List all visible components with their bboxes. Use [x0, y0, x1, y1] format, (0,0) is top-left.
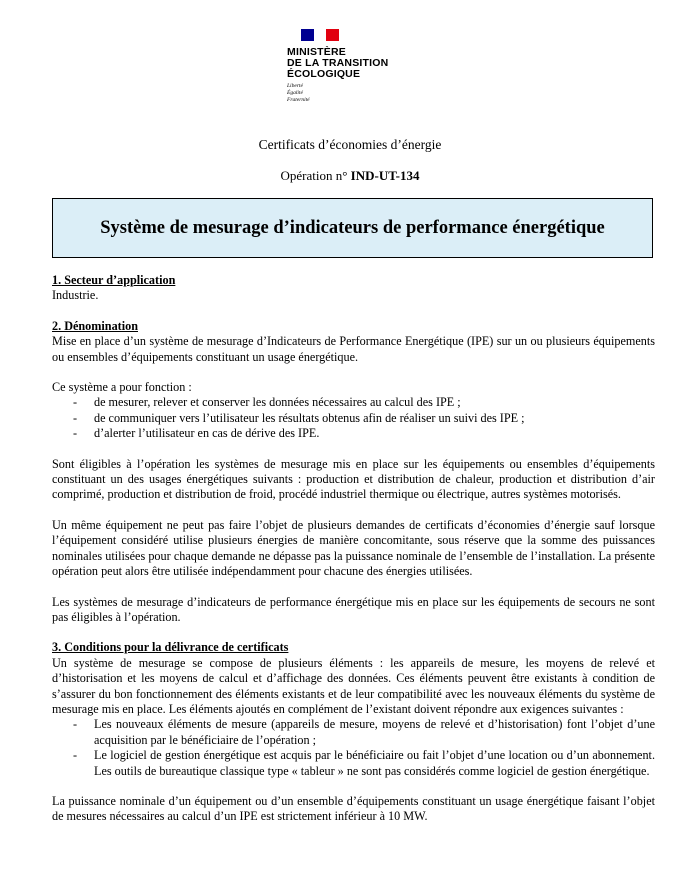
document-body — [52, 273, 655, 825]
operation-prefix: Opération n° — [280, 168, 351, 183]
list-item: - Le logiciel de gestion énergétique est acquis par le bénéficiaire ou fait l’objet d’une location ou d’un abonnement. Les outils de bureautique classique type « tableur » ne sont pas considérés comme logiciel de gestion énergétique. — [52, 748, 655, 779]
flag-blue-stripe — [301, 29, 314, 41]
list-item: - Les nouveaux éléments de mesure (appareils de mesure, moyens de relevé et d’historisation) font l’objet d’une acquisition par le bénéficiaire de l’opération ; — [52, 717, 655, 748]
section-3-paragraph-1: Un système de mesurage se compose de plusieurs éléments : les appareils de mesure, les moyens de relevé et d’historisation et les moyens de calcul et d’affichage des données. Ces éléments peuvent être existants à condition de s’assurer du bon fonctionnement des éléments existants et de leur compatibilité avec les nouveaux éléments du système de mesurage mis en place. Les éléments ajoutés en complément de l’existant doivent répondre aux exigences suivantes : — [52, 655, 655, 716]
ministry-logo — [287, 29, 437, 104]
list-item: - de mesurer, relever et conserver les données nécessaires au calcul des IPE ; — [52, 395, 655, 410]
section-2-heading: 2. Dénomination — [52, 318, 138, 333]
section-1-text: Industrie. — [52, 288, 99, 303]
section-3-paragraph-2: La puissance nominale d’un équipement ou d’un ensemble d’équipements constituant un usage énergétique faisant l’objet de mesures nécessaires au calcul d’un IPE est strictement inférieur à 10 MW. — [52, 793, 655, 824]
french-flag-icon — [301, 29, 339, 41]
flag-red-stripe — [326, 29, 339, 41]
motto-liberte: Liberté — [287, 83, 303, 89]
motto-fraternite: Fraternité — [287, 97, 310, 103]
flag-white-stripe — [314, 29, 327, 41]
requirements-list — [52, 717, 655, 779]
republic-motto — [287, 83, 437, 104]
section-2-paragraph-5: Les systèmes de mesurage d’indicateurs de performance énergétique mis en place sur les équipements de secours ne sont pas éligibles à l’opération. — [52, 594, 655, 624]
list-item: - de communiquer vers l’utilisateur les résultats obtenus afin de réaliser un suivi des IPE ; — [52, 411, 655, 426]
list-item: - d’alerter l’utilisateur en cas de dérive des IPE. — [52, 426, 655, 441]
section-1-heading: 1. Secteur d’application — [52, 273, 176, 287]
document-title: Système de mesurage d’indicateurs de performance énergétique — [100, 217, 605, 238]
section-2-paragraph-2: Ce système a pour fonction : — [52, 380, 192, 395]
logo-line-2: DE LA TRANSITION — [287, 57, 389, 69]
logo-line-1: MINISTÈRE — [287, 46, 346, 58]
operation-code: IND-UT-134 — [350, 168, 420, 183]
logo-line-3: ÉCOLOGIQUE — [287, 68, 361, 80]
motto-egalite: Égalité — [287, 90, 303, 96]
operation-number — [0, 168, 700, 184]
section-3-heading: 3. Conditions pour la délivrance de certificats — [52, 640, 289, 655]
document-subtitle: Certificats d’économies d’énergie — [258, 137, 442, 152]
section-2-paragraph-3: Sont éligibles à l’opération les systèmes de mesurage mis en place sur les équipements ou ensembles d’équipements constituant un des usages énergétiques suivants : production et distribution de chaleur, production et distribution d’air comprimé, production et distribution de froid, procédé industriel thermique ou électrique, autres systèmes motorisés. — [52, 456, 655, 502]
title-box — [52, 198, 653, 258]
section-2-paragraph-4: Un même équipement ne peut pas faire l’objet de plusieurs demandes de certificats d’économies d’énergie sauf lorsque l’équipement considéré utilise plusieurs énergies de manière concomitante, sous réserve que la somme des puissances nominales utilisées pour chaque demande ne dépasse pas la puissance nominale de l’ensemble de l’installation. La présente opération peut alors être utilisée indépendamment pour chacune des énergies utilisées. — [52, 517, 655, 579]
function-list — [52, 395, 655, 441]
section-2-paragraph-1: Mise en place d’un système de mesurage d’Indicateurs de Performance Energétique (IPE) sur un ou plusieurs équipements ou ensembles d’équipements constituant un usage énergétique. — [52, 334, 655, 364]
